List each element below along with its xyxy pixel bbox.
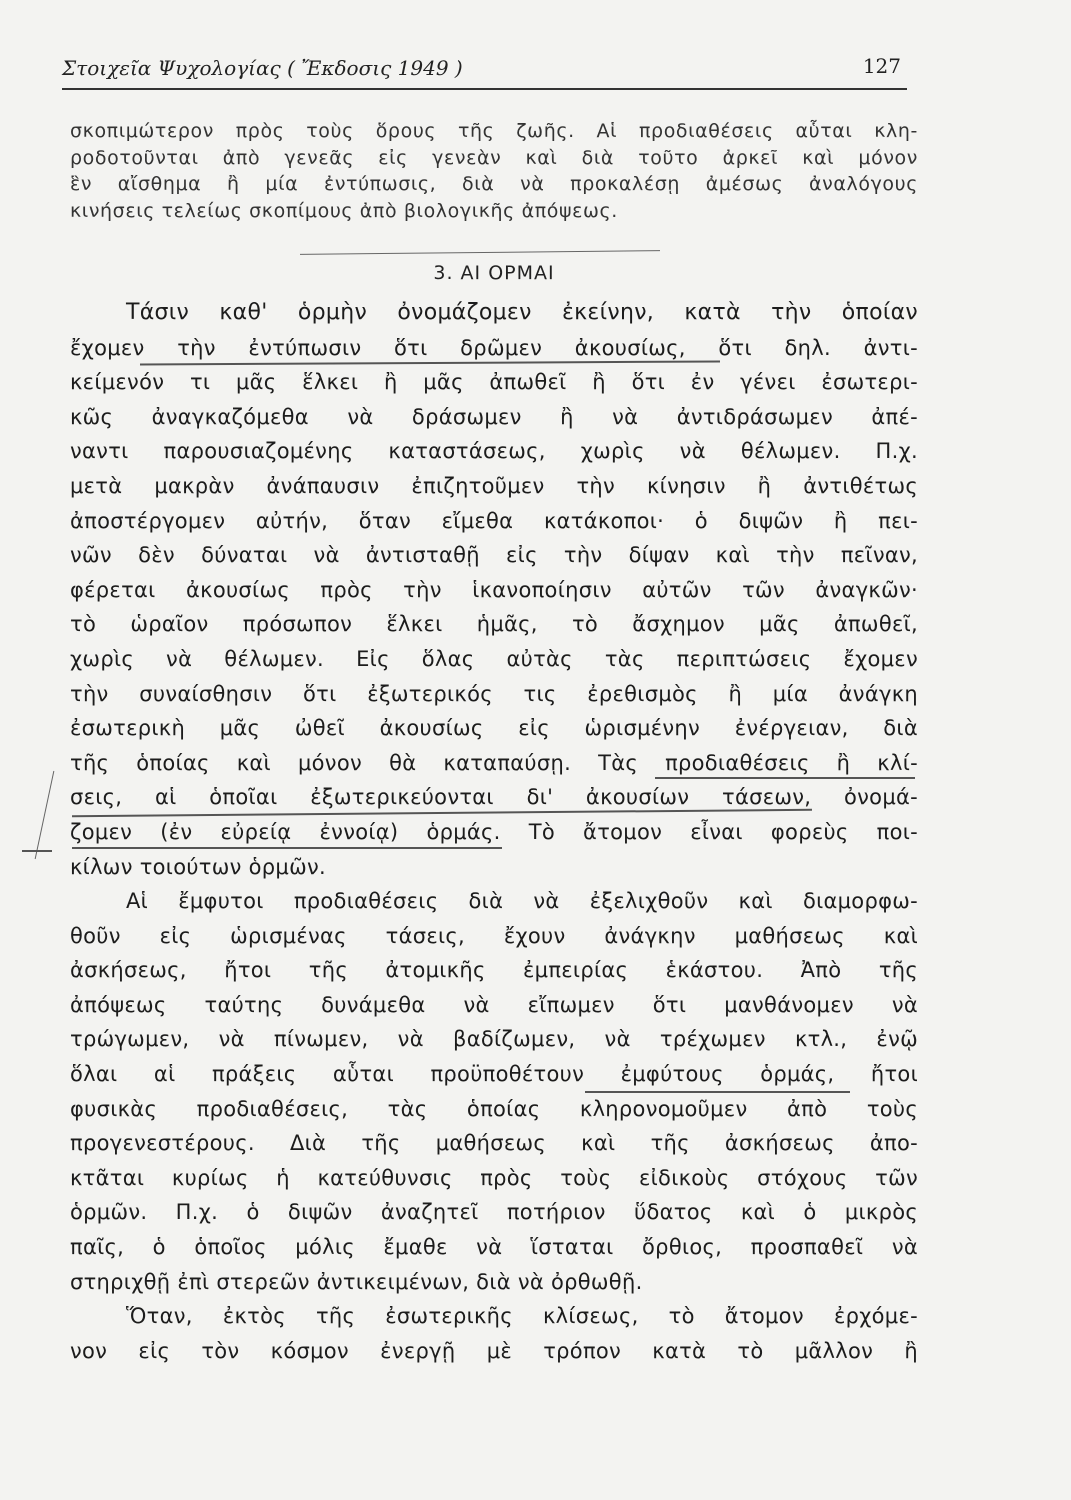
text-line: τὸ ὡραῖον πρόσωπον ἕλκει ἡμᾶς, τὸ ἄσχημον μᾶς ἀπωθεῖ, — [70, 612, 918, 637]
text-line: ὁρμῶν. Π.χ. ὁ διψῶν ἀναζητεῖ ποτήριον ὕδατος καὶ ὁ μικρὸς — [70, 1200, 918, 1225]
text-line: σεις, αἱ ὁποῖαι ἐξωτερικεύονται δι' ἀκουσίων τάσεων, ὀνομά- — [70, 785, 918, 810]
pencil-underline — [655, 777, 915, 779]
text-line: νῶν δὲν δύναται νὰ ἀντισταθῇ εἰς τὴν δίψαν καὶ τὴν πεῖναν, — [70, 543, 918, 568]
text-line: Αἱ ἔμφυτοι προδιαθέσεις διὰ νὰ ἐξελιχθοῦν καὶ διαμορφω- — [126, 889, 918, 914]
section-heading: 3. ΑΙ ΟΡΜΑΙ — [433, 262, 555, 284]
text-line: φέρεται ἀκουσίως πρὸς τὴν ἱκανοποίησιν αὐτῶν τῶν ἀναγκῶν· — [70, 577, 918, 602]
text-line: προγενεστέρους. Διὰ τῆς μαθήσεως καὶ τῆς ἀσκήσεως ἀπο- — [70, 1131, 918, 1156]
text-line: κινήσεις τελείως σκοπίμους ἀπὸ βιολογικῆς ἀπόψεως. — [70, 199, 618, 222]
text-line: θοῦν εἰς ὡρισμένας τάσεις, ἔχουν ἀνάγκην μαθήσεως καὶ — [70, 923, 918, 948]
text-line: κείμενόν τι μᾶς ἕλκει ἢ μᾶς ἀπωθεῖ ἢ ὅτι ἐν γένει ἐσωτερι- — [70, 370, 918, 395]
text-line: ὅλαι αἱ πράξεις αὗται προϋποθέτουν ἐμφύτους ὁρμάς, ἤτοι — [70, 1062, 918, 1087]
text-line: ζομεν (ἐν εὐρείᾳ ἐννοίᾳ) ὁρμάς. Τὸ ἄτομον εἶναι φορεὺς ποι- — [70, 819, 918, 844]
pencil-underline — [72, 847, 502, 849]
page-number: 127 — [862, 54, 901, 78]
text-line: ἀσκήσεως, ἤτοι τῆς ἀτομικῆς ἐμπειρίας ἑκάστου. Ἀπὸ τῆς — [70, 958, 918, 983]
text-line: ἀποστέργομεν αὐτήν, ὅταν εἴμεθα κατάκοποι· ὁ διψῶν ἢ πει- — [70, 508, 918, 533]
margin-dash — [22, 850, 52, 852]
text-line: ναντι παρουσιαζομένης καταστάσεως, χωρὶς νὰ θέλωμεν. Π.χ. — [70, 439, 918, 464]
text-line: ἔχομεν τὴν ἐντύπωσιν ὅτι δρῶμεν ἀκουσίως, ὅτι δηλ. ἀντι- — [70, 335, 918, 360]
text-line: Ὅταν, ἐκτὸς τῆς ἐσωτερικῆς κλίσεως, τὸ ἄτομον ἐρχόμε- — [126, 1304, 918, 1329]
text-line: ροδοτοῦνται ἀπὸ γενεᾶς εἰς γενεὰν καὶ διὰ τοῦτο ἀρκεῖ καὶ μόνον — [70, 146, 918, 169]
pencil-rule — [300, 250, 660, 255]
text-line: παῖς, ὁ ὁποῖος μόλις ἔμαθε νὰ ἵσταται ὄρθιος, προσπαθεῖ νὰ — [70, 1235, 918, 1260]
text-line: ἓν αἴσθημα ἢ μία ἐντύπωσις, διὰ νὰ προκαλέσῃ ἀμέσως ἀναλόγους — [70, 173, 918, 196]
text-line: νον εἰς τὸν κόσμον ἐνεργῇ μὲ τρόπον κατὰ τὸ μᾶλλον ἢ — [70, 1338, 918, 1363]
main-text — [70, 296, 918, 1368]
text-line: ἐσωτερικὴ μᾶς ὠθεῖ ἀκουσίως εἰς ὡρισμένην ἐνέργειαν, διὰ — [70, 716, 918, 741]
text-line: τρώγωμεν, νὰ πίνωμεν, νὰ βαδίζωμεν, νὰ τρέχωμεν κτλ., ἐνῷ — [70, 1027, 918, 1052]
text-line: Τάσιν καθ' ὁρμὴν ὀνομάζομεν ἐκείνην, κατὰ τὴν ὁποίαν — [126, 300, 918, 325]
text-line: τῆς ὁποίας καὶ μόνον θὰ καταπαύσῃ. Τὰς προδιαθέσεις ἢ κλί- — [70, 750, 918, 775]
text-line: μετὰ μακρὰν ἀνάπαυσιν ἐπιζητοῦμεν τὴν κίνησιν ἢ ἀντιθέτως — [70, 473, 918, 498]
pencil-underline — [585, 1091, 850, 1093]
text-line: κτᾶται κυρίως ἡ κατεύθυνσις πρὸς τοὺς εἰδικοὺς στόχους τῶν — [70, 1165, 918, 1190]
text-line: ἀπόψεως ταύτης δυνάμεθα νὰ εἴπωμεν ὅτι μανθάνομεν νὰ — [70, 992, 918, 1017]
margin-mark — [35, 771, 55, 859]
text-line: σκοπιμώτερον πρὸς τοὺς ὅρους τῆς ζωῆς. Αἱ προδιαθέσεις αὗται κλη- — [70, 120, 918, 142]
intro-paragraph — [70, 118, 918, 224]
text-line: κίλων τοιούτων ὁρμῶν. — [70, 854, 326, 879]
text-line: φυσικὰς προδιαθέσεις, τὰς ὁποίας κληρονομοῦμεν ἀπὸ τοὺς — [70, 1096, 918, 1121]
text-line: κῶς ἀναγκαζόμεθα νὰ δράσωμεν ἢ νὰ ἀντιδράσωμεν ἀπέ- — [70, 404, 918, 429]
running-title: Στοιχεῖα Ψυχολογίας ( Ἔκδοσις 1949 ) — [62, 56, 463, 80]
text-line: χωρὶς νὰ θέλωμεν. Εἰς ὅλας αὐτὰς τὰς περιπτώσεις ἔχομεν — [70, 646, 918, 671]
text-line: τὴν συναίσθησιν ὅτι ἐξωτερικός τις ἐρεθισμὸς ἢ μία ἀνάγκη — [70, 681, 918, 706]
text-line: στηριχθῇ ἐπὶ στερεῶν ἀντικειμένων, διὰ νὰ ὀρθωθῇ. — [70, 1269, 643, 1294]
page-header — [62, 52, 907, 90]
